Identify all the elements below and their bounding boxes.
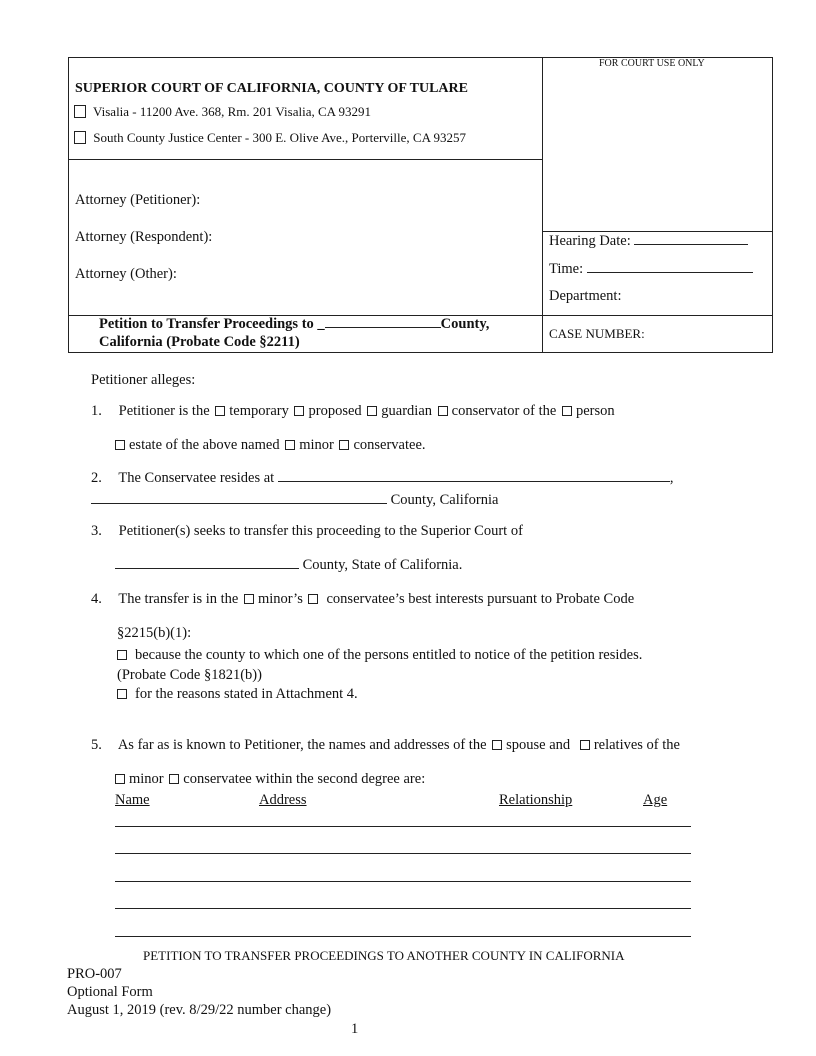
relatives-label: relatives of the <box>593 737 680 753</box>
relative-entry-line[interactable] <box>115 853 691 854</box>
item-4-minor-checkbox[interactable] <box>244 594 254 604</box>
location-porterville-checkbox[interactable] <box>74 131 86 144</box>
column-relationship: Relationship <box>499 792 573 808</box>
item-4-conservatee-label: conservatee’s best interests pursuant to Probate Code <box>326 591 635 607</box>
caption-rule <box>68 159 542 160</box>
item-4-lead: The transfer is in the <box>118 591 239 607</box>
location-visalia-label: Visalia - 11200 Ave. 368, Rm. 201 Visalia, CA 93291 <box>93 104 372 119</box>
temporary-label: temporary <box>229 403 289 419</box>
relative-entry-line[interactable] <box>115 881 691 882</box>
person-label: person <box>575 403 615 419</box>
item-5-conservatee-label: conservatee within the second degree are: <box>183 771 426 787</box>
form-revision: August 1, 2019 (rev. 8/29/22 number change) <box>67 1002 332 1018</box>
conservatee-checkbox[interactable] <box>339 440 349 450</box>
caption-rule <box>542 231 773 232</box>
item-5-minor-checkbox[interactable] <box>115 774 125 784</box>
relative-entry-line[interactable] <box>115 908 691 909</box>
guardian-checkbox[interactable] <box>367 406 377 416</box>
estate-label: estate of the above named <box>129 437 280 453</box>
item-4-reason-1 <box>117 647 642 664</box>
item-4-reason-1-cite: (Probate Code §1821(b)) <box>117 667 262 683</box>
item-3-number: 3. <box>91 523 102 539</box>
minor-checkbox[interactable] <box>285 440 295 450</box>
intro-text: Petitioner alleges: <box>91 372 196 388</box>
item-5-line-b <box>115 771 425 788</box>
residence-address-blank[interactable] <box>278 470 670 482</box>
conservator-checkbox[interactable] <box>438 406 448 416</box>
form-id: PRO-007 <box>67 966 122 982</box>
caption-divider <box>542 57 543 353</box>
minor-label: minor <box>299 437 334 453</box>
person-checkbox[interactable] <box>562 406 572 416</box>
item-2-line-a <box>91 470 673 487</box>
residence-county-blank[interactable] <box>91 492 387 504</box>
attorney-petitioner-label: Attorney (Petitioner): <box>75 192 201 208</box>
item-2-comma: , <box>669 470 674 486</box>
relatives-checkbox[interactable] <box>580 740 590 750</box>
transfer-county-blank[interactable] <box>115 557 299 569</box>
column-name: Name <box>115 792 150 808</box>
item-4-reason-2 <box>117 686 358 703</box>
relative-entry-line[interactable] <box>115 826 691 827</box>
conservator-label: conservator of the <box>451 403 557 419</box>
item-3-line-b <box>115 557 462 574</box>
court-name: SUPERIOR COURT OF CALIFORNIA, COUNTY OF TULARE <box>75 81 468 96</box>
item-5-conservatee-checkbox[interactable] <box>169 774 179 784</box>
item-1-number: 1. <box>91 403 102 419</box>
petition-county-blank[interactable] <box>325 316 441 328</box>
item-5-number: 5. <box>91 737 102 753</box>
temporary-checkbox[interactable] <box>215 406 225 416</box>
column-age: Age <box>643 792 668 808</box>
column-address: Address <box>259 792 307 808</box>
location-porterville-label: South County Justice Center - 300 E. Olive Ave., Porterville, CA 93257 <box>93 130 467 145</box>
reason-attachment-label: for the reasons stated in Attachment 4. <box>135 686 358 702</box>
item-4-number: 4. <box>91 591 102 607</box>
item-1-line-a <box>91 403 615 420</box>
conservatee-label: conservatee. <box>353 437 426 453</box>
item-3-text: Petitioner(s) seeks to transfer this proceeding to the Superior Court of <box>118 523 523 539</box>
form-type: Optional Form <box>67 984 153 1000</box>
location-porterville[interactable] <box>74 130 466 146</box>
item-2-number: 2. <box>91 470 102 486</box>
hearing-date-blank[interactable] <box>634 233 748 245</box>
item-1-line-b <box>115 437 426 454</box>
page-number: 1 <box>351 1021 359 1037</box>
time-field[interactable] <box>549 261 753 278</box>
item-5-minor-label: minor <box>129 771 164 787</box>
item-4-section: §2215(b)(1): <box>117 625 192 641</box>
item-4-conservatee-checkbox[interactable] <box>308 594 318 604</box>
proposed-label: proposed <box>308 403 362 419</box>
department-label: Department: <box>549 288 622 304</box>
estate-checkbox[interactable] <box>115 440 125 450</box>
item-5-lead: As far as is known to Petitioner, the names and addresses of the <box>117 737 487 753</box>
spouse-label: spouse and <box>506 737 571 753</box>
footer-title: PETITION TO TRANSFER PROCEEDINGS TO ANOTHER COUNTY IN CALIFORNIA <box>143 948 625 963</box>
item-2-lead: The Conservatee resides at <box>118 470 275 486</box>
location-visalia-checkbox[interactable] <box>74 105 86 118</box>
reason-county-label: because the county to which one of the persons entitled to notice of the petition resides. <box>135 647 643 663</box>
item-1-lead: Petitioner is the <box>118 403 210 419</box>
petition-title-line2: California (Probate Code §2211) <box>99 334 300 350</box>
time-label: Time: <box>549 261 584 277</box>
item-5-line-a <box>91 737 680 754</box>
proposed-checkbox[interactable] <box>294 406 304 416</box>
petition-title-text: Petition to Transfer Proceedings to _ <box>99 316 325 332</box>
attorney-other-label: Attorney (Other): <box>75 266 177 282</box>
time-blank[interactable] <box>587 261 753 273</box>
hearing-date-field[interactable] <box>549 233 748 250</box>
court-use-label: FOR COURT USE ONLY <box>599 58 705 69</box>
relative-entry-line[interactable] <box>115 936 691 937</box>
item-3-line-a <box>91 523 523 540</box>
guardian-label: guardian <box>381 403 433 419</box>
petition-title-county: County, <box>440 316 490 332</box>
petition-title-line1 <box>99 316 489 333</box>
attorney-respondent-label: Attorney (Respondent): <box>75 229 213 245</box>
reason-county-checkbox[interactable] <box>117 650 127 660</box>
case-number-label: CASE NUMBER: <box>549 326 645 341</box>
item-2-tail: County, California <box>390 492 499 508</box>
reason-attachment-checkbox[interactable] <box>117 689 127 699</box>
location-visalia[interactable] <box>74 104 371 120</box>
hearing-date-label: Hearing Date: <box>549 233 631 249</box>
item-4-line-a <box>91 591 634 608</box>
spouse-checkbox[interactable] <box>492 740 502 750</box>
item-3-tail: County, State of California. <box>302 557 463 573</box>
item-2-line-b <box>91 492 498 509</box>
item-4-minor-label: minor’s <box>258 591 303 607</box>
